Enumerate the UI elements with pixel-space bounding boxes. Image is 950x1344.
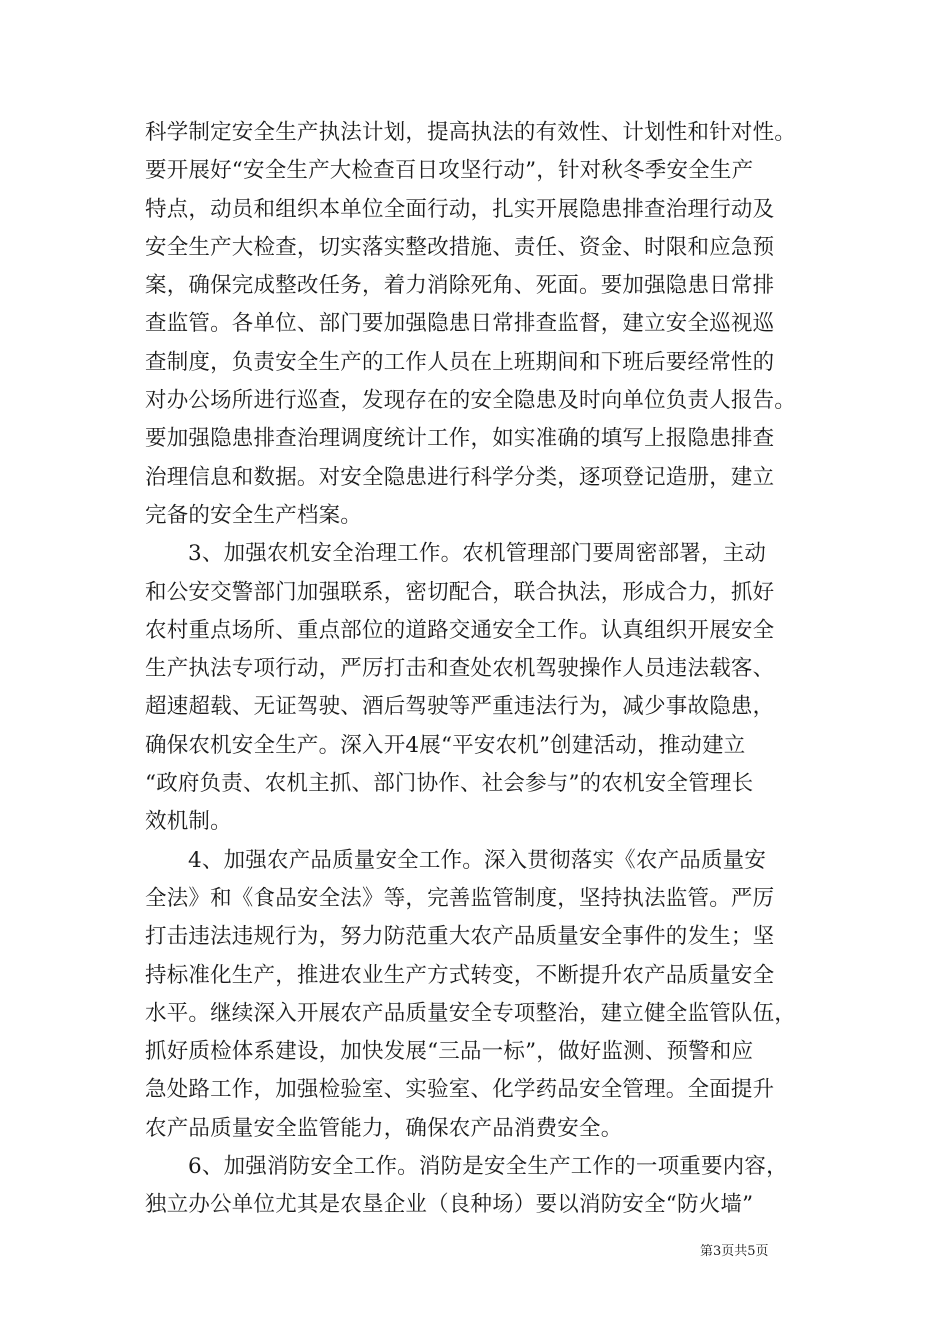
text-line: 确保农机安全生产。深入开4展“平安农机”创建活动，推动建立: [145, 732, 746, 758]
text-line: 完备的安全生产档案。: [145, 502, 363, 528]
text-line: 4、加强农产品质量安全工作。深入贯彻落实《农产品质量安: [188, 847, 767, 873]
text-line: 3、加强农机安全治理工作。农机管理部门要周密部署，主动: [188, 541, 767, 567]
text-line: 特点，动员和组织本单位全面行动，扎实开展隐患排查治理行动及: [145, 196, 775, 222]
text-line: 对办公场所进行巡查，发现存在的安全隐患及时向单位负责人报告。: [145, 388, 797, 414]
text-line: 抓好质检体系建设，加快发展“三品一标”，做好监测、预警和应: [145, 1039, 754, 1065]
text-line: 治理信息和数据。对安全隐患进行科学分类，逐项登记造册，建立: [145, 464, 775, 490]
text-line: 持标准化生产，推进农业生产方式转变，不断提升农产品质量安全: [145, 962, 775, 988]
text-line: 和公安交警部门加强联系，密切配合，联合执法，形成合力，抓好: [145, 579, 775, 605]
text-line: 急处路工作，加强检验室、实验室、化学药品安全管理。全面提升: [145, 1077, 775, 1103]
text-line: 要加强隐患排查治理调度统计工作，如实准确的填写上报隐患排查: [145, 426, 775, 452]
text-line: 6、加强消防安全工作。消防是安全生产工作的一项重要内容，: [188, 1154, 788, 1180]
text-line: 超速超载、无证驾驶、酒后驾驶等严重违法行为，减少事故隐患，: [145, 694, 775, 720]
text-line: 独立办公单位尤其是农垦企业（良种场）要以消防安全“防火墙”: [145, 1192, 754, 1218]
text-line: 要开展好“安全生产大检查百日攻坚行动”，针对秋冬季安全生产: [145, 158, 754, 184]
text-line: 案，确保完成整改任务，着力消除死角、死面。要加强隐患日常排: [145, 273, 775, 299]
text-line: “政府负责、农机主抓、部门协作、社会参与”的农机安全管理长: [145, 771, 754, 797]
text-line: 农村重点场所、重点部位的道路交通安全工作。认真组织开展安全: [145, 617, 775, 643]
text-line: 安全生产大检查，切实落实整改措施、责任、资金、时限和应急预: [145, 234, 775, 260]
document-body: [145, 114, 815, 1225]
text-line: 查制度，负责安全生产的工作人员在上班期间和下班后要经常性的: [145, 349, 775, 375]
text-line: 全法》和《食品安全法》等，完善监管制度，坚持执法监管。严厉: [145, 885, 775, 911]
page-number-footer: 第3页共5页: [700, 1244, 769, 1259]
text-line: 水平。继续深入开展农产品质量安全专项整治，建立健全监管队伍，: [145, 1000, 797, 1026]
text-line: 打击违法违规行为，努力防范重大农产品质量安全事件的发生；坚: [145, 924, 775, 950]
text-line: 查监管。各单位、部门要加强隐患日常排查监督，建立安全巡视巡: [145, 311, 775, 337]
text-line: 科学制定安全生产执法计划，提高执法的有效性、计划性和针对性。: [145, 120, 797, 145]
text-line: 农产品质量安全监管能力，确保农产品消费安全。: [145, 1115, 623, 1141]
text-line: 效机制。: [145, 809, 232, 835]
text-line: 生产执法专项行动，严厉打击和查处农机驾驶操作人员违法载客、: [145, 656, 775, 682]
